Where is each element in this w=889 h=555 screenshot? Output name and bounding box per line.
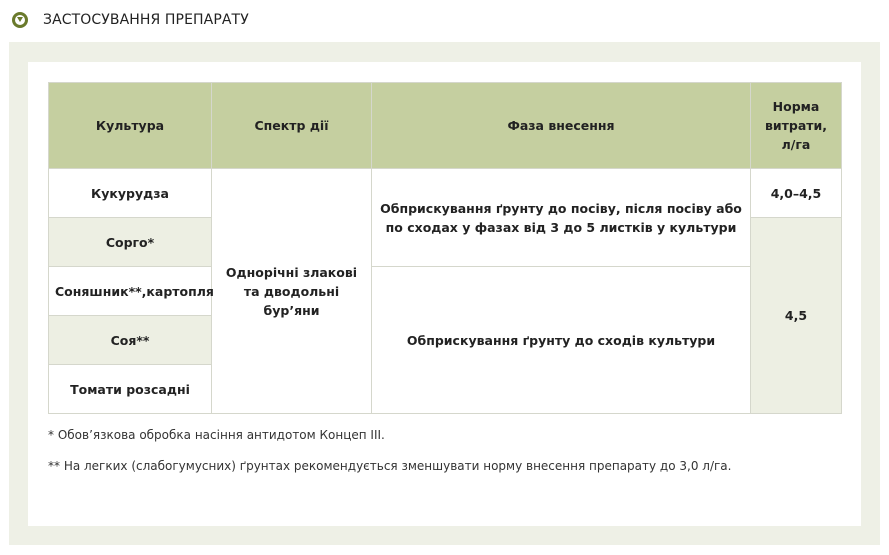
table-row (49, 169, 842, 218)
crop-cell: Соняшник**,картопля (49, 267, 212, 316)
column-header-rate: Норма витрати, л/га (751, 83, 842, 169)
phase-cell: Обприскування ґрунту до сходів культури (372, 267, 751, 414)
section-header[interactable] (12, 10, 249, 30)
footnote: * Обов’язкова обробка насіння антидотом Концеп III. (48, 428, 385, 442)
crop-cell: Соя** (49, 316, 212, 365)
crop-cell: Кукурудза (49, 169, 212, 218)
application-table (48, 82, 842, 414)
column-header-spectrum: Спектр дії (212, 83, 372, 169)
footnotes (48, 428, 731, 490)
column-header-phase: Фаза внесення (372, 83, 751, 169)
table-row (49, 267, 842, 316)
column-header-crop: Культура (49, 83, 212, 169)
table-header-row (49, 83, 842, 169)
rate-cell: 4,0–4,5 (751, 169, 842, 218)
crop-cell: Сорго* (49, 218, 212, 267)
phase-cell: Обприскування ґрунту до посіву, після посіву або по сходах у фазах від 3 до 5 листків у культури (372, 169, 751, 267)
section-title: ЗАСТОСУВАННЯ ПРЕПАРАТУ (43, 12, 249, 28)
download-circle-icon[interactable] (12, 12, 28, 28)
rate-cell: 4,5 (751, 218, 842, 414)
spectrum-cell: Однорічні злакові та дводольні бур’яни (212, 169, 372, 414)
footnote: ** На легких (слабогумусних) ґрунтах рекомендується зменшувати норму внесення препарату до 3,0 л/га. (48, 459, 732, 473)
crop-cell: Томати розсадні (49, 365, 212, 414)
